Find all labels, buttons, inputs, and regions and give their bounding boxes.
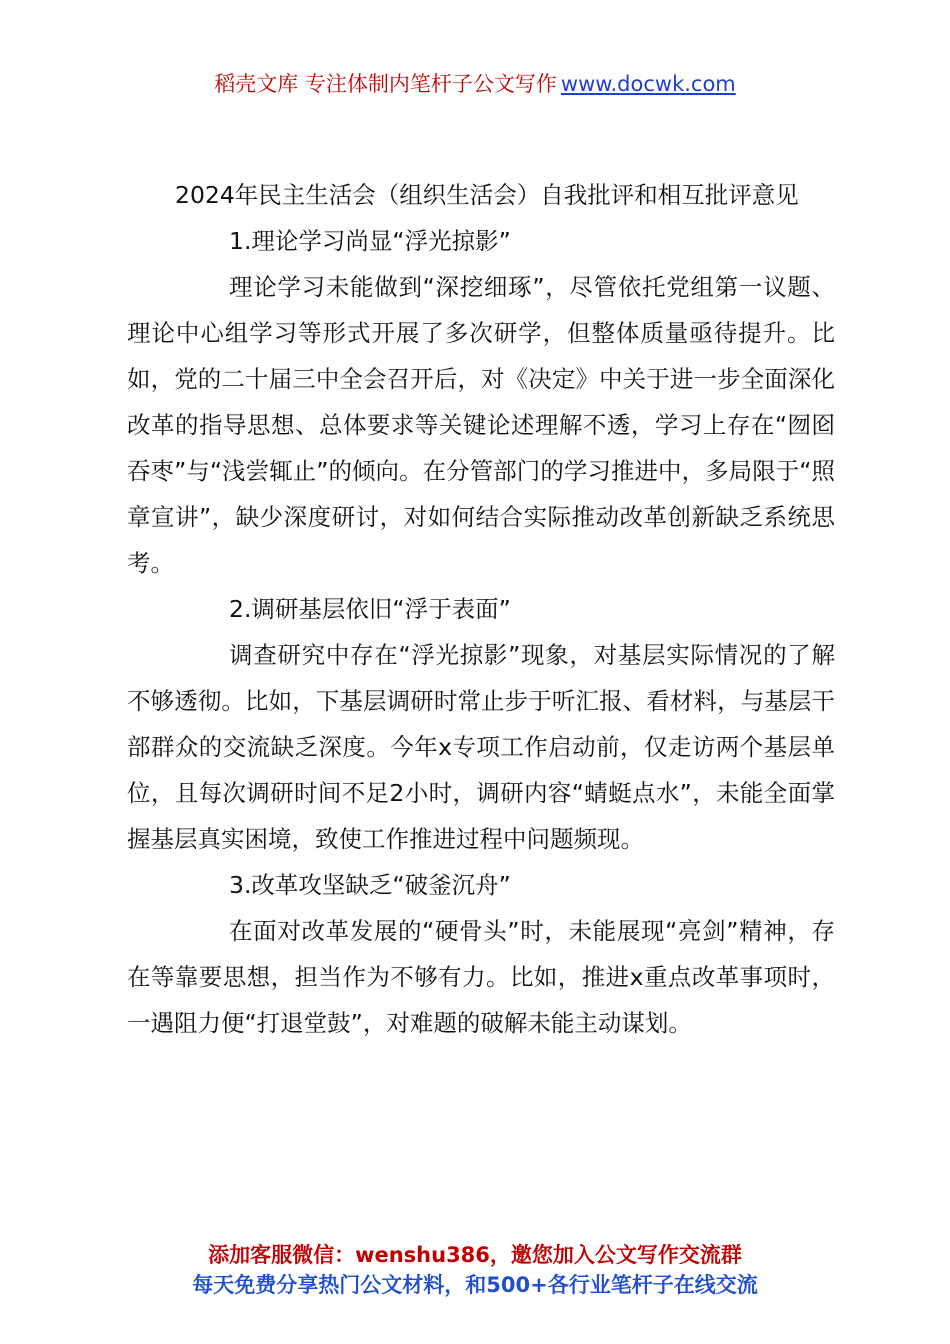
section-body-3: 在面对改革发展的“硬骨头”时，未能展现“亮剑”精神，存在等靠要思想，担当作为不够有力。比如，推进x重点改革事项时，一遇阻力便“打退堂鼓”，对难题的破解未能主动谋划。 bbox=[127, 917, 835, 1037]
brand-text: 稻壳文库 专注体制内笔杆子公文写作 bbox=[214, 72, 557, 96]
document-title: 2024年民主生活会（组织生活会）自我批评和相互批评意见 bbox=[175, 181, 799, 209]
section-body-1: 理论学习未能做到“深挖细琢”，尽管依托党组第一议题、理论中心组学习等形式开展了多次研学，但整体质量亟待提升。比如，党的二十届三中全会召开后，对《决定》中关于进一步全面深化改革的指导思想、总体要求等关键论述理解不透，学习上存在“囫囵吞枣”与“浅尝辄止”的倾向。在分管部门的学习推进中，多局限于“照章宣讲”，缺少深度研讨，对如何结合实际推动改革创新缺乏系统思考。 bbox=[127, 273, 835, 577]
site-link[interactable]: www.docwk.com bbox=[560, 72, 736, 96]
footer-contact-line: 添加客服微信：wenshu386，邀您加入公文写作交流群 bbox=[208, 1243, 742, 1267]
section-heading-2: 2.调研基层依旧“浮于表面” bbox=[229, 595, 511, 623]
page-header bbox=[0, 68, 950, 100]
section-body-2: 调查研究中存在“浮光掠影”现象，对基层实际情况的了解不够透彻。比如，下基层调研时常止步于听汇报、看材料，与基层干部群众的交流缺乏深度。今年x专项工作启动前，仅走访两个基层单位，且每次调研时间不足2小时，调研内容“蜻蜓点水”，未能全面掌握基层真实困境，致使工作推进过程中问题频现。 bbox=[127, 641, 835, 853]
page-footer bbox=[0, 1240, 950, 1300]
section-heading-3: 3.改革攻坚缺乏“破釜沉舟” bbox=[229, 871, 511, 899]
document-body bbox=[127, 172, 835, 1046]
footer-promo-line: 每天免费分享热门公文材料，和500+各行业笔杆子在线交流 bbox=[192, 1273, 758, 1297]
section-heading-1: 1.理论学习尚显“浮光掠影” bbox=[229, 227, 511, 255]
